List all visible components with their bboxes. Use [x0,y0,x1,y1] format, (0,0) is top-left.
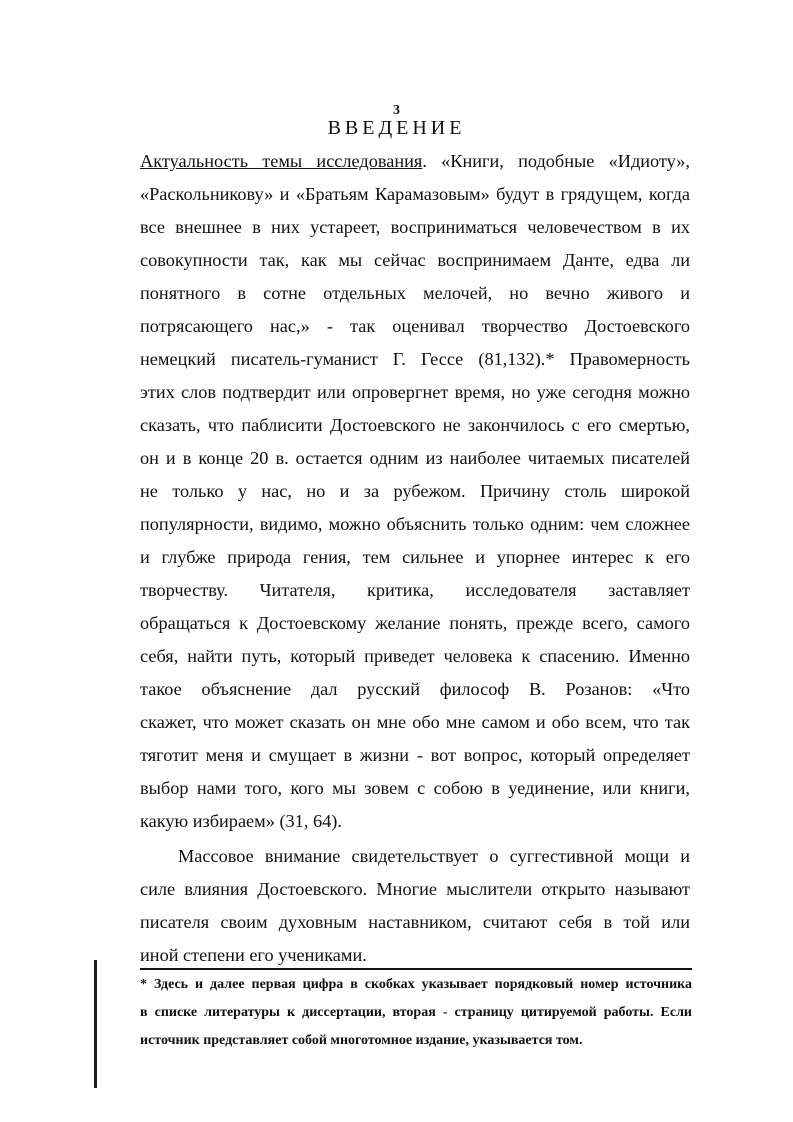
footnote-line: * Здесь и далее первая цифра в скобках указывает порядковый номер источника [140,977,692,992]
footnote-line: в списке литературы к диссертации, вторая - страницу цитируемой работы. Если [140,1005,692,1020]
footnote-line: источник представляет собой многотомное издание, указывается том. [140,1033,583,1048]
paragraph-line: тяготит меня и смущает в жизни - вот вопрос, который определяет [140,745,690,765]
paragraph-line: обращаться к Достоевскому желание понять, прежде всего, самого [140,613,690,633]
paragraph-line: сказать, что паблисити Достоевского не закончилось с его смертью, [140,415,690,435]
paragraph-line: иной степени его учениками. [140,945,367,965]
paragraph-line: такое объяснение дал русский философ В. Розанов: «Что [140,679,690,699]
paragraph-line: скажет, что может сказать он мне обо мне самом и обо всем, что так [140,712,690,732]
paragraph-text: . «Книги, подобные «Идиоту», [422,151,690,171]
paragraph-line: потрясающего нас,» - так оценивал творчество Достоевского [140,316,690,336]
paragraph-line: популярности, видимо, можно объяснить только одним: чем сложнее [140,514,690,534]
paragraph-line: «Раскольникову» и «Братьям Карамазовым» будут в грядущем, когда [140,184,690,204]
topic-relevance-label: Актуальность темы исследования [140,151,423,171]
footnote-separator [140,968,692,970]
paragraph-line [140,150,690,172]
paragraph-line: немецкий писатель-гуманист Г. Гессе (81,132).* Правомерность [140,349,690,369]
page-number: 3 [393,103,400,118]
paragraph-line: понятного в сотне отдельных мелочей, но вечно живого и [140,283,690,303]
paragraph-line: этих слов подтвердит или опровергнет время, но уже сегодня можно [140,382,690,402]
paragraph-line: совокупности так, как мы сейчас воспринимаем Данте, едва ли [140,250,690,270]
paragraph-line: он и в конце 20 в. остается одним из наиболее читаемых писателей [140,448,690,468]
paragraph-line: не только у нас, но и за рубежом. Причину столь широкой [140,481,690,501]
paragraph-line: себя, найти путь, который приведет человека к спасению. Именно [140,646,690,666]
paragraph-line: Массовое внимание свидетельствует о суггестивной мощи и [178,846,690,866]
paragraph-line: какую избираем» (31, 64). [140,811,342,831]
paragraph-line: все внешнее в них устареет, восприниматься человечеством в их [140,217,690,237]
section-heading: ВВЕДЕНИЕ [327,117,466,139]
paragraph-line: творчеству. Читателя, критика, исследователя заставляет [140,580,690,600]
paragraph-line: выбор нами того, кого мы зовем с собою в уединение, или книги, [140,778,690,798]
paragraph-line: и глубже природа гения, тем сильнее и упорнее интерес к его [140,547,690,567]
scan-edge-mark [94,960,97,1088]
paragraph-line: силе влияния Достоевского. Многие мыслители открыто называют [140,879,690,899]
paragraph-line: писателя своим духовным наставником, считают себя в той или [140,912,690,932]
